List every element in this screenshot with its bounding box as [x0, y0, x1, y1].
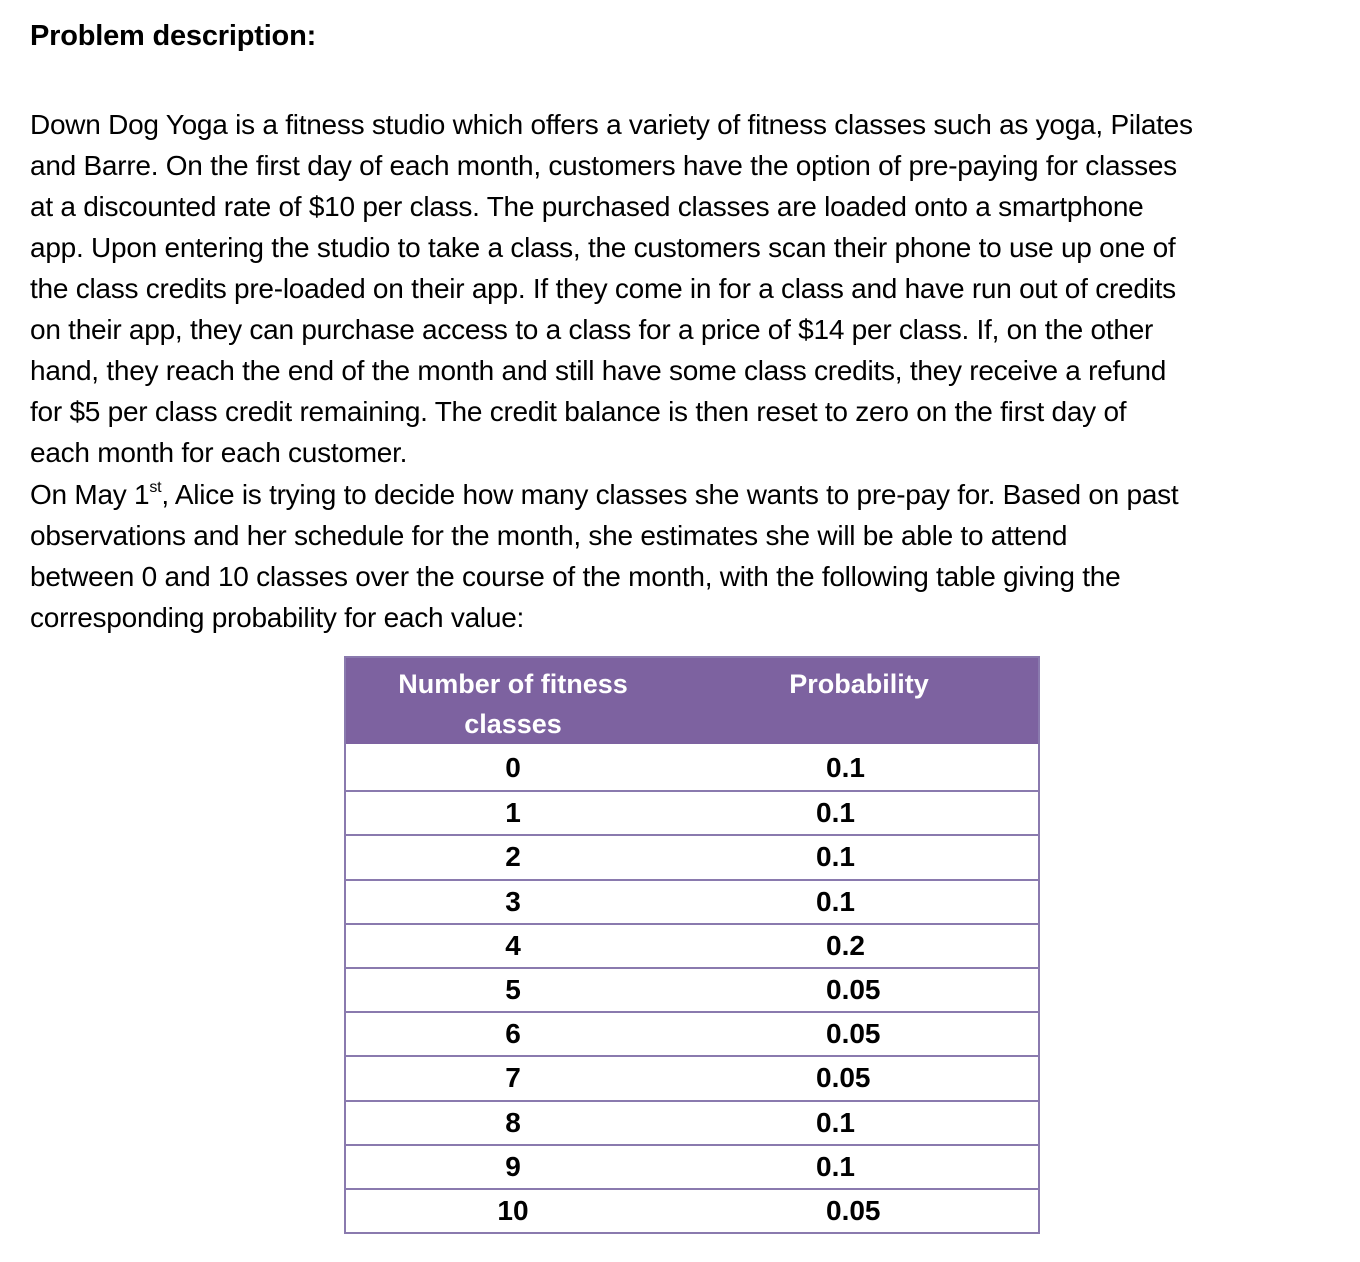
probability-value: 0.2: [826, 929, 865, 961]
probability-value: 0.05: [816, 1062, 871, 1094]
table-row: [346, 923, 1038, 967]
cell-classes: 1: [505, 797, 521, 829]
cell-classes: 4: [505, 929, 521, 961]
cell-probability: [680, 1102, 1038, 1144]
table-row: [346, 1011, 1038, 1055]
table-header: [346, 658, 1038, 746]
cell-classes: 9: [505, 1150, 521, 1182]
text-line: app. Upon entering the studio to take a class, the customers scan their phone to use up one of: [30, 232, 1176, 263]
probability-value: 0.05: [826, 974, 881, 1006]
text-line: [30, 474, 1340, 515]
table-row: [346, 1100, 1038, 1144]
text-line: at a discounted rate of $10 per class. The purchased classes are loaded onto a smartphone: [30, 191, 1144, 222]
table-row: [346, 746, 1038, 790]
cell-probability: [680, 792, 1038, 834]
superscript: st: [149, 478, 162, 496]
header-classes-line2: classes: [464, 709, 562, 739]
text-line: and Barre. On the first day of each month, customers have the option of pre-paying for classes: [30, 150, 1177, 181]
paragraph-intro: [30, 104, 1340, 473]
table-row: [346, 967, 1038, 1011]
table-row: [346, 790, 1038, 834]
probability-value: 0.1: [816, 885, 855, 917]
cell-classes: 6: [505, 1018, 521, 1050]
cell-classes: 3: [505, 885, 521, 917]
cell-probability: [680, 1146, 1038, 1188]
cell-probability: [680, 836, 1038, 878]
cell-classes: 8: [505, 1106, 521, 1138]
probability-value: 0.1: [816, 1150, 855, 1182]
text-line: each month for each customer.: [30, 437, 408, 468]
table-body: [346, 746, 1038, 1232]
table-row: [346, 834, 1038, 878]
cell-classes: 5: [505, 974, 521, 1006]
cell-classes: 10: [497, 1194, 529, 1226]
text-line: between 0 and 10 classes over the course of the month, with the following table giving the: [30, 561, 1121, 592]
cell-classes: 7: [505, 1062, 521, 1094]
probability-value: 0.1: [826, 752, 865, 784]
cell-probability: [680, 1190, 1038, 1232]
text-line: hand, they reach the end of the month and still have some class credits, they receive a refund: [30, 355, 1167, 386]
text-line: observations and her schedule for the month, she estimates she will be able to attend: [30, 520, 1068, 551]
probability-value: 0.1: [816, 1106, 855, 1138]
header-probability: Probability: [789, 669, 929, 699]
paragraph-question: [30, 474, 1340, 638]
header-classes-line1: Number of fitness: [398, 669, 628, 699]
text-line: on their app, they can purchase access to a class for a price of $14 per class. If, on the other: [30, 314, 1154, 345]
table-row: [346, 1055, 1038, 1099]
cell-classes: 2: [505, 841, 521, 873]
cell-probability: [680, 881, 1038, 923]
page-title: Problem description:: [30, 20, 317, 52]
probability-table: [344, 656, 1040, 1234]
probability-value: 0.1: [816, 797, 855, 829]
text-line: Down Dog Yoga is a fitness studio which offers a variety of fitness classes such as yoga, Pilates: [30, 109, 1193, 140]
probability-value: 0.05: [826, 1194, 881, 1226]
header-classes: [346, 658, 680, 744]
text-fragment: , Alice is trying to decide how many classes she wants to pre-pay for. Based on past: [161, 479, 1179, 510]
table-row: [346, 1144, 1038, 1188]
cell-probability: [680, 1057, 1038, 1099]
table-row: [346, 879, 1038, 923]
text-line: corresponding probability for each value:: [30, 602, 525, 633]
cell-probability: [680, 746, 1038, 790]
text-line: for $5 per class credit remaining. The credit balance is then reset to zero on the first day of: [30, 396, 1127, 427]
table-row: [346, 1188, 1038, 1232]
text-fragment: On May 1: [30, 479, 150, 510]
cell-probability: [680, 1013, 1038, 1055]
cell-classes: 0: [505, 752, 521, 784]
probability-value: 0.1: [816, 841, 855, 873]
text-line: the class credits pre-loaded on their app. If they come in for a class and have run out of credits: [30, 273, 1176, 304]
probability-value: 0.05: [826, 1018, 881, 1050]
cell-probability: [680, 969, 1038, 1011]
cell-probability: [680, 925, 1038, 967]
